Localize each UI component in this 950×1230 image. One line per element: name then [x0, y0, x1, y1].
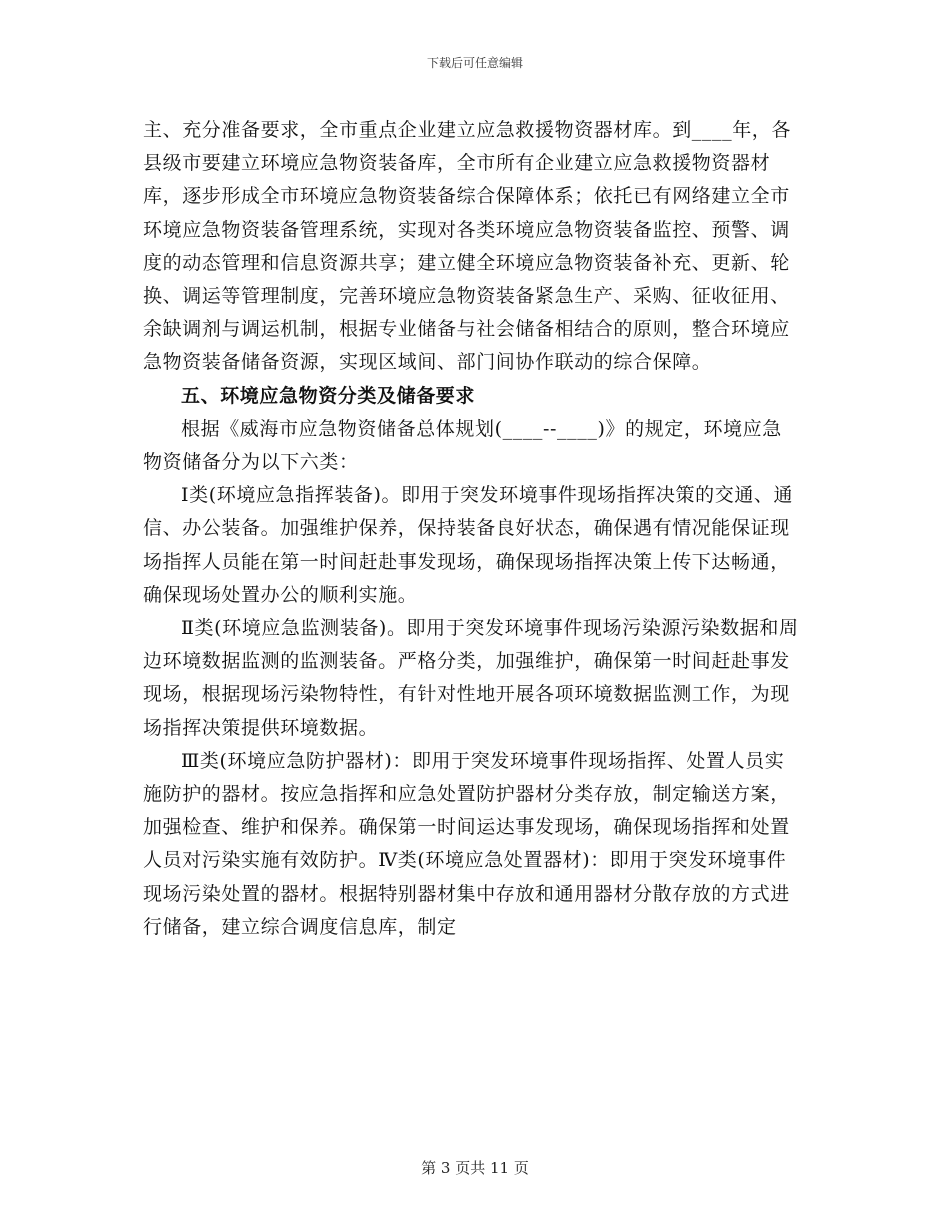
document-body [143, 114, 799, 944]
paragraph-continuation: 主、充分准备要求，全市重点企业建立应急救援物资器材库。到____年，各县级市要建立环境应急物资装备库，全市所有企业建立应急救援物资器材库，逐步形成全市环境应急物资装备综合保障体系；依托已有网络建立全市环境应急物资装备管理系统，实现对各类环境应急物资装备监控、预警、调度的动态管理和信息资源共享；建立健全环境应急物资装备补充、更新、轮换、调运等管理制度，完善环境应急物资装备紧急生产、采购、征收征用、余缺调剂与调运机制，根据专业储备与社会储备相结合的原则，整合环境应急物资装备储备资源，实现区域间、部门间协作联动的综合保障。 [143, 119, 792, 374]
paragraph-class-1: Ⅰ类(环境应急指挥装备)。即用于突发环境事件现场指挥决策的交通、通信、办公装备。加强维护保养，保持装备良好状态，确保遇有情况能保证现场指挥人员能在第一时间赶赴事发现场，确保现场指挥决策上传下达畅通，确保现场处置办公的顺利实施。 [143, 484, 794, 606]
section-heading: 五、环境应急物资分类及储备要求 [181, 384, 476, 407]
paragraph-class-2: Ⅱ类(环境应急监测装备)。即用于突发环境事件现场污染源污染数据和周边环境数据监测的监测装备。严格分类，加强维护，确保第一时间赶赴事发现场，根据现场污染物特性，有针对性地开展各项环境数据监测工作，为现场指挥决策提供环境数据。 [143, 617, 799, 739]
paragraph-regulation: 根据《威海市应急物资储备总体规划(____--____)》的规定，环境应急物资储备分为以下六类： [143, 417, 782, 474]
page-header-note: 下载后可任意编辑 [426, 56, 523, 70]
page-number-footer: 第 3 页共 11 页 [421, 1159, 529, 1177]
paragraph-class-3-4: Ⅲ类(环境应急防护器材)：即用于突发环境事件现场指挥、处置人员实施防护的器材。按应急指挥和应急处置防护器材分类存放，制定输送方案，加强检查、维护和保养。确保第一时间运达事发现场，确保现场指挥和处置人员对污染实施有效防护。Ⅳ类(环境应急处置器材)：即用于突发环境事件现场污染处置的器材。根据特别器材集中存放和通用器材分散存放的方式进行储备，建立综合调度信息库，制定 [143, 749, 790, 938]
